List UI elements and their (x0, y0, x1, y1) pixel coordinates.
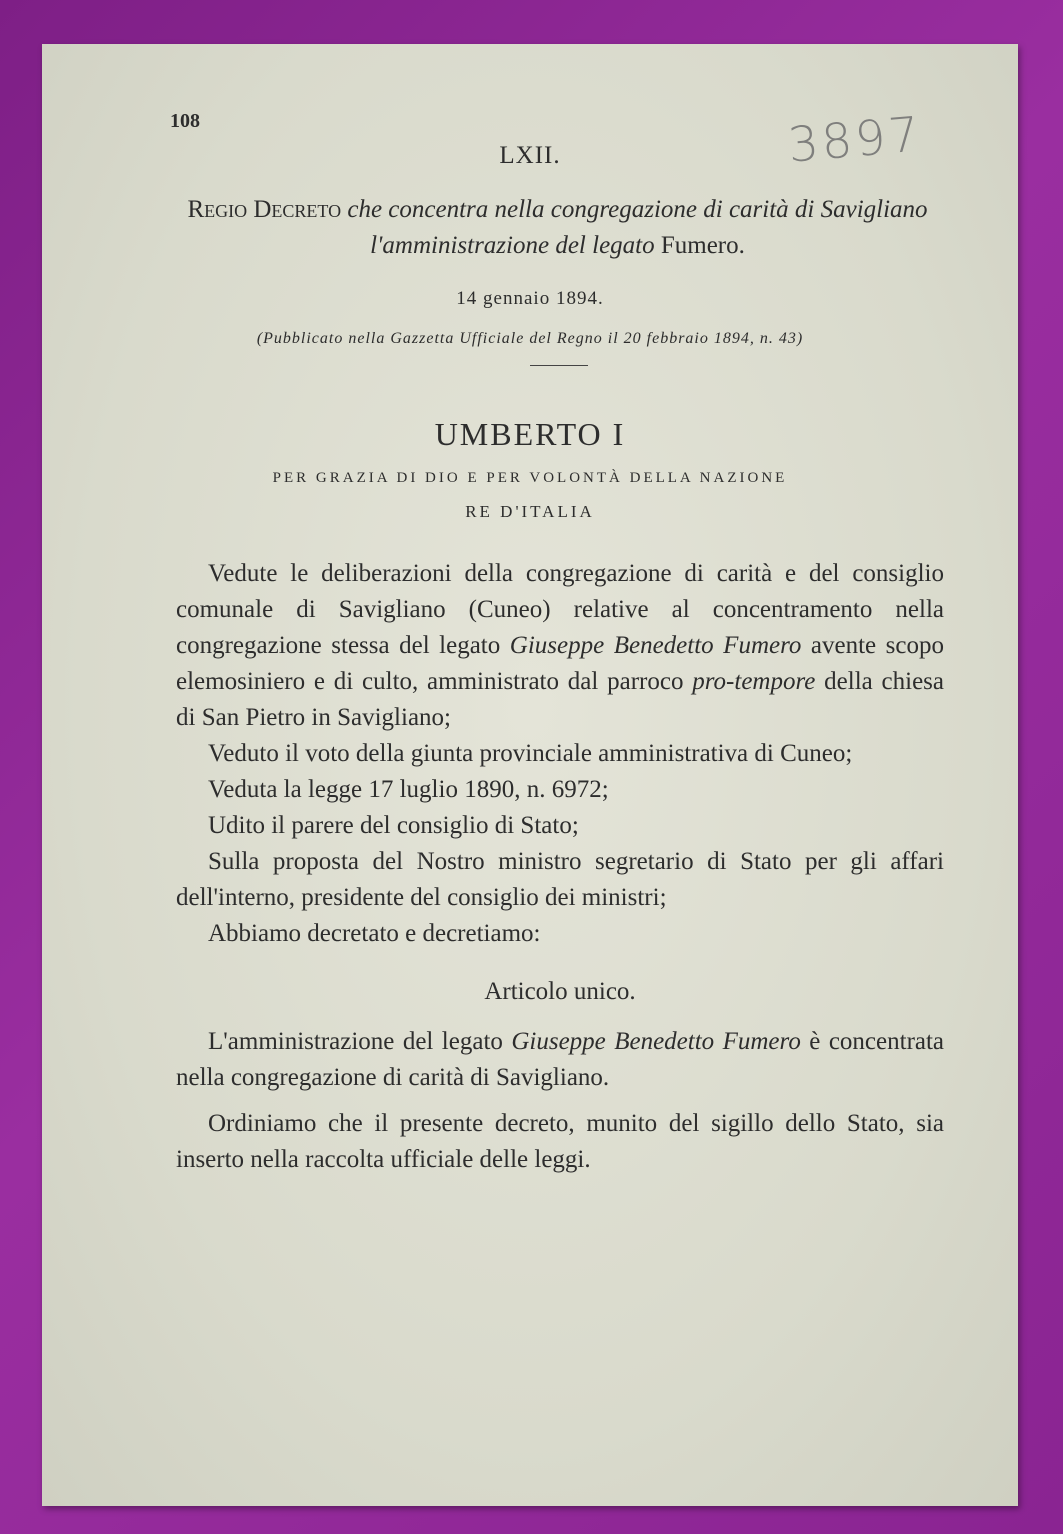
legacy-name: Giuseppe Benedetto Fumero (511, 1028, 801, 1055)
closing-paragraph: Ordiniamo che il presente decreto, munito del sigillo dello Stato, sia inserto nella raccolta ufficiale delle leggi. (176, 1110, 944, 1173)
decree-heading (170, 192, 945, 264)
preamble-text: della chiesa di San Pietro in Savigliano; (176, 668, 945, 731)
decree-body (176, 556, 944, 1178)
publication-note: (Pubblicato nella Gazzetta Ufficiale del Regno il 20 febbraio 1894, n. 43) (256, 330, 804, 347)
chapter-number: LXII. (499, 142, 561, 169)
article-text-part: L'amministrazione del legato (208, 1028, 503, 1055)
preamble-text: avente scopo elemosiniero e di culto, amministrato dal parroco (176, 632, 944, 695)
heading-suffix: Fumero. (660, 232, 745, 259)
preamble-paragraph-5: Sulla proposta del Nostro ministro segretario di Stato per gli affari dell'interno, presidente del consiglio dei ministri; (176, 848, 944, 911)
decree-date: 14 gennaio 1894. (456, 288, 604, 309)
preamble-paragraph-2: Veduto il voto della giunta provinciale amministrativa di Cuneo; (208, 740, 853, 767)
pro-tempore: pro-tempore (692, 668, 816, 695)
article-text-part: è concentrata nella congregazione di carità di Savigliano. (176, 1028, 945, 1091)
preamble-paragraph-1 (176, 556, 944, 736)
page-number: 108 (170, 110, 200, 132)
document-page (42, 44, 1018, 1506)
handwritten-note: 3897 (785, 106, 925, 174)
legacy-name: Giuseppe Benedetto Fumero (509, 632, 802, 659)
article-title: Articolo unico. (484, 978, 636, 1005)
heading-italic: che concentra nella congregazione di carità di Savigliano l'amministrazione del legato (347, 196, 928, 259)
article-text (176, 1024, 944, 1096)
grace-line: PER GRAZIA DI DIO E PER VOLONTÀ DELLA NAZIONE (272, 470, 788, 486)
preamble-paragraph-3: Veduta la legge 17 luglio 1890, n. 6972; (208, 776, 609, 803)
heading-prefix: Regio Decreto (187, 196, 342, 223)
preamble-paragraph-4: Udito il parere del consiglio di Stato; (208, 812, 579, 839)
preamble-paragraph-6: Abbiamo decretato e decretiamo: (208, 920, 541, 947)
divider (530, 365, 588, 366)
title-line: RE D'ITALIA (465, 502, 595, 521)
preamble-text: Vedute le deliberazioni della congregazione di carità e del consiglio comunale di Savigliano (Cuneo) relative al concentramento nella congregazione stessa del legato (176, 560, 944, 659)
king-name: UMBERTO I (434, 416, 626, 452)
